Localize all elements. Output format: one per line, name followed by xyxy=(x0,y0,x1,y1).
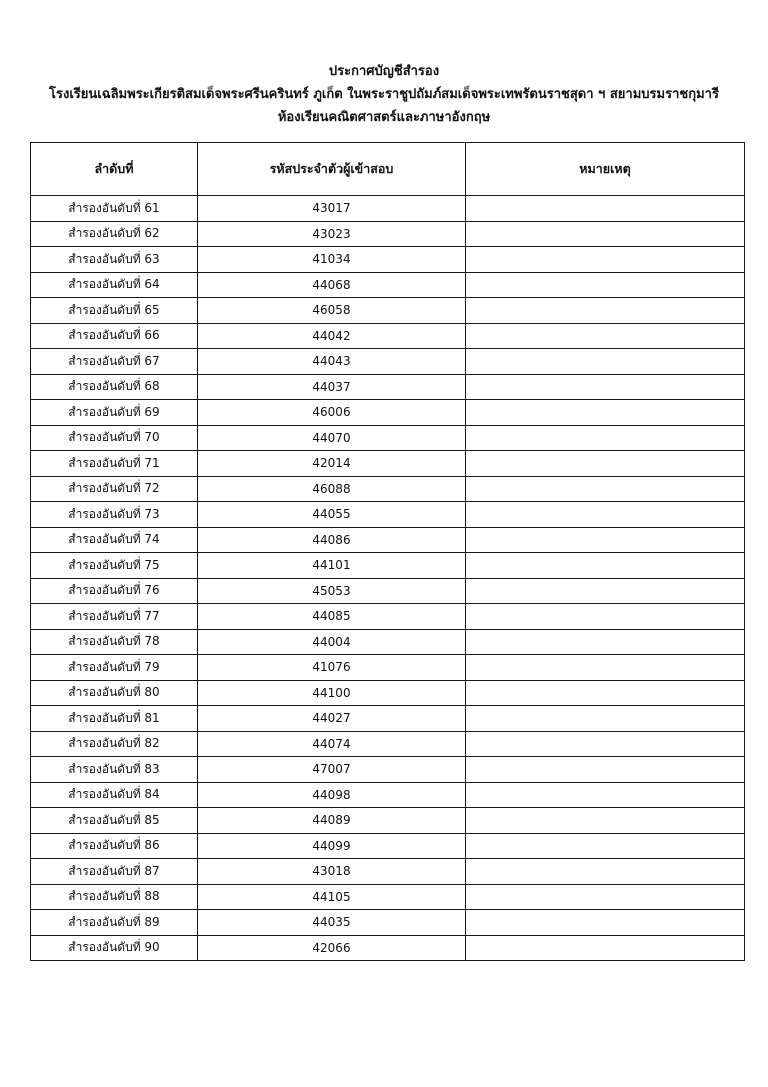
cell-rank: สำรองอันดับที่ 61 xyxy=(31,196,198,222)
cell-note xyxy=(466,833,745,859)
cell-candidate-id: 43023 xyxy=(198,221,466,247)
table-row xyxy=(31,374,745,400)
cell-note xyxy=(466,680,745,706)
table-row xyxy=(31,808,745,834)
cell-note xyxy=(466,859,745,885)
cell-rank: สำรองอันดับที่ 87 xyxy=(31,859,198,885)
cell-candidate-id: 44101 xyxy=(198,553,466,579)
cell-rank: สำรองอันดับที่ 72 xyxy=(31,476,198,502)
cell-candidate-id: 44105 xyxy=(198,884,466,910)
table-row xyxy=(31,502,745,528)
cell-rank: สำรองอันดับที่ 82 xyxy=(31,731,198,757)
cell-note xyxy=(466,272,745,298)
cell-candidate-id: 44055 xyxy=(198,502,466,528)
cell-candidate-id: 44027 xyxy=(198,706,466,732)
cell-note xyxy=(466,451,745,477)
table-row xyxy=(31,884,745,910)
cell-note xyxy=(466,323,745,349)
cell-candidate-id: 44004 xyxy=(198,629,466,655)
cell-candidate-id: 42014 xyxy=(198,451,466,477)
cell-rank: สำรองอันดับที่ 88 xyxy=(31,884,198,910)
cell-rank: สำรองอันดับที่ 68 xyxy=(31,374,198,400)
school-name: โรงเรียนเฉลิมพระเกียรติสมเด็จพระศรีนครินทร์ ภูเก็ต ในพระราชูปถัมภ์สมเด็จพระเทพรัตนราชสุดา ฯ สยามบรมราชกุมารี xyxy=(49,87,719,102)
program-name: ห้องเรียนคณิตศาสตร์และภาษาอังกฤษ xyxy=(277,110,491,125)
cell-candidate-id: 44035 xyxy=(198,910,466,936)
table-row xyxy=(31,272,745,298)
table-row xyxy=(31,425,745,451)
announcement-title: ประกาศบัญชีสำรอง xyxy=(328,64,440,79)
table-row xyxy=(31,476,745,502)
table-header-row xyxy=(31,143,745,196)
cell-rank: สำรองอันดับที่ 81 xyxy=(31,706,198,732)
cell-rank: สำรองอันดับที่ 80 xyxy=(31,680,198,706)
table-row xyxy=(31,680,745,706)
column-header-rank: ลำดับที่ xyxy=(31,143,198,196)
cell-note xyxy=(466,527,745,553)
cell-candidate-id: 46058 xyxy=(198,298,466,324)
table-row xyxy=(31,782,745,808)
cell-rank: สำรองอันดับที่ 76 xyxy=(31,578,198,604)
cell-note xyxy=(466,374,745,400)
table-row xyxy=(31,196,745,222)
table-row xyxy=(31,655,745,681)
cell-candidate-id: 44042 xyxy=(198,323,466,349)
table-row xyxy=(31,604,745,630)
cell-candidate-id: 44043 xyxy=(198,349,466,375)
table-body xyxy=(31,196,745,961)
cell-note xyxy=(466,808,745,834)
table-row xyxy=(31,527,745,553)
cell-note xyxy=(466,655,745,681)
cell-candidate-id: 44086 xyxy=(198,527,466,553)
cell-rank: สำรองอันดับที่ 64 xyxy=(31,272,198,298)
cell-note xyxy=(466,476,745,502)
table-row xyxy=(31,349,745,375)
cell-rank: สำรองอันดับที่ 86 xyxy=(31,833,198,859)
cell-rank: สำรองอันดับที่ 75 xyxy=(31,553,198,579)
cell-note xyxy=(466,247,745,273)
table-row xyxy=(31,859,745,885)
cell-note xyxy=(466,221,745,247)
cell-candidate-id: 44037 xyxy=(198,374,466,400)
table-row xyxy=(31,935,745,961)
table-row xyxy=(31,451,745,477)
reserve-list-table xyxy=(30,142,745,961)
cell-rank: สำรองอันดับที่ 73 xyxy=(31,502,198,528)
cell-candidate-id: 44070 xyxy=(198,425,466,451)
cell-rank: สำรองอันดับที่ 74 xyxy=(31,527,198,553)
cell-candidate-id: 43018 xyxy=(198,859,466,885)
cell-candidate-id: 44074 xyxy=(198,731,466,757)
cell-rank: สำรองอันดับที่ 69 xyxy=(31,400,198,426)
cell-note xyxy=(466,502,745,528)
cell-rank: สำรองอันดับที่ 89 xyxy=(31,910,198,936)
cell-candidate-id: 44089 xyxy=(198,808,466,834)
table-row xyxy=(31,578,745,604)
table-row xyxy=(31,247,745,273)
cell-rank: สำรองอันดับที่ 66 xyxy=(31,323,198,349)
cell-note xyxy=(466,935,745,961)
cell-note xyxy=(466,910,745,936)
cell-candidate-id: 44099 xyxy=(198,833,466,859)
table-row xyxy=(31,323,745,349)
table-row xyxy=(31,298,745,324)
table-row xyxy=(31,553,745,579)
cell-candidate-id: 41076 xyxy=(198,655,466,681)
cell-candidate-id: 41034 xyxy=(198,247,466,273)
cell-candidate-id: 44068 xyxy=(198,272,466,298)
cell-rank: สำรองอันดับที่ 83 xyxy=(31,757,198,783)
cell-rank: สำรองอันดับที่ 85 xyxy=(31,808,198,834)
cell-note xyxy=(466,400,745,426)
cell-candidate-id: 43017 xyxy=(198,196,466,222)
cell-candidate-id: 46088 xyxy=(198,476,466,502)
cell-rank: สำรองอันดับที่ 62 xyxy=(31,221,198,247)
cell-candidate-id: 44085 xyxy=(198,604,466,630)
cell-note xyxy=(466,196,745,222)
cell-rank: สำรองอันดับที่ 84 xyxy=(31,782,198,808)
cell-candidate-id: 42066 xyxy=(198,935,466,961)
cell-note xyxy=(466,425,745,451)
table-row xyxy=(31,731,745,757)
cell-note xyxy=(466,884,745,910)
cell-note xyxy=(466,706,745,732)
column-header-note: หมายเหตุ xyxy=(466,143,745,196)
table-row xyxy=(31,221,745,247)
table-row xyxy=(31,757,745,783)
cell-rank: สำรองอันดับที่ 67 xyxy=(31,349,198,375)
cell-rank: สำรองอันดับที่ 79 xyxy=(31,655,198,681)
cell-candidate-id: 44098 xyxy=(198,782,466,808)
table-row xyxy=(31,706,745,732)
cell-candidate-id: 45053 xyxy=(198,578,466,604)
cell-candidate-id: 44100 xyxy=(198,680,466,706)
table-row xyxy=(31,910,745,936)
cell-rank: สำรองอันดับที่ 78 xyxy=(31,629,198,655)
cell-rank: สำรองอันดับที่ 70 xyxy=(31,425,198,451)
cell-rank: สำรองอันดับที่ 65 xyxy=(31,298,198,324)
cell-rank: สำรองอันดับที่ 63 xyxy=(31,247,198,273)
cell-rank: สำรองอันดับที่ 90 xyxy=(31,935,198,961)
table-row xyxy=(31,629,745,655)
table-row xyxy=(31,400,745,426)
cell-note xyxy=(466,731,745,757)
cell-note xyxy=(466,757,745,783)
cell-note xyxy=(466,578,745,604)
cell-note xyxy=(466,298,745,324)
cell-note xyxy=(466,553,745,579)
cell-rank: สำรองอันดับที่ 71 xyxy=(31,451,198,477)
cell-note xyxy=(466,782,745,808)
cell-candidate-id: 46006 xyxy=(198,400,466,426)
cell-rank: สำรองอันดับที่ 77 xyxy=(31,604,198,630)
cell-note xyxy=(466,604,745,630)
column-header-candidate-id: รหัสประจำตัวผู้เข้าสอบ xyxy=(198,143,466,196)
cell-note xyxy=(466,349,745,375)
table-row xyxy=(31,833,745,859)
cell-candidate-id: 47007 xyxy=(198,757,466,783)
cell-note xyxy=(466,629,745,655)
